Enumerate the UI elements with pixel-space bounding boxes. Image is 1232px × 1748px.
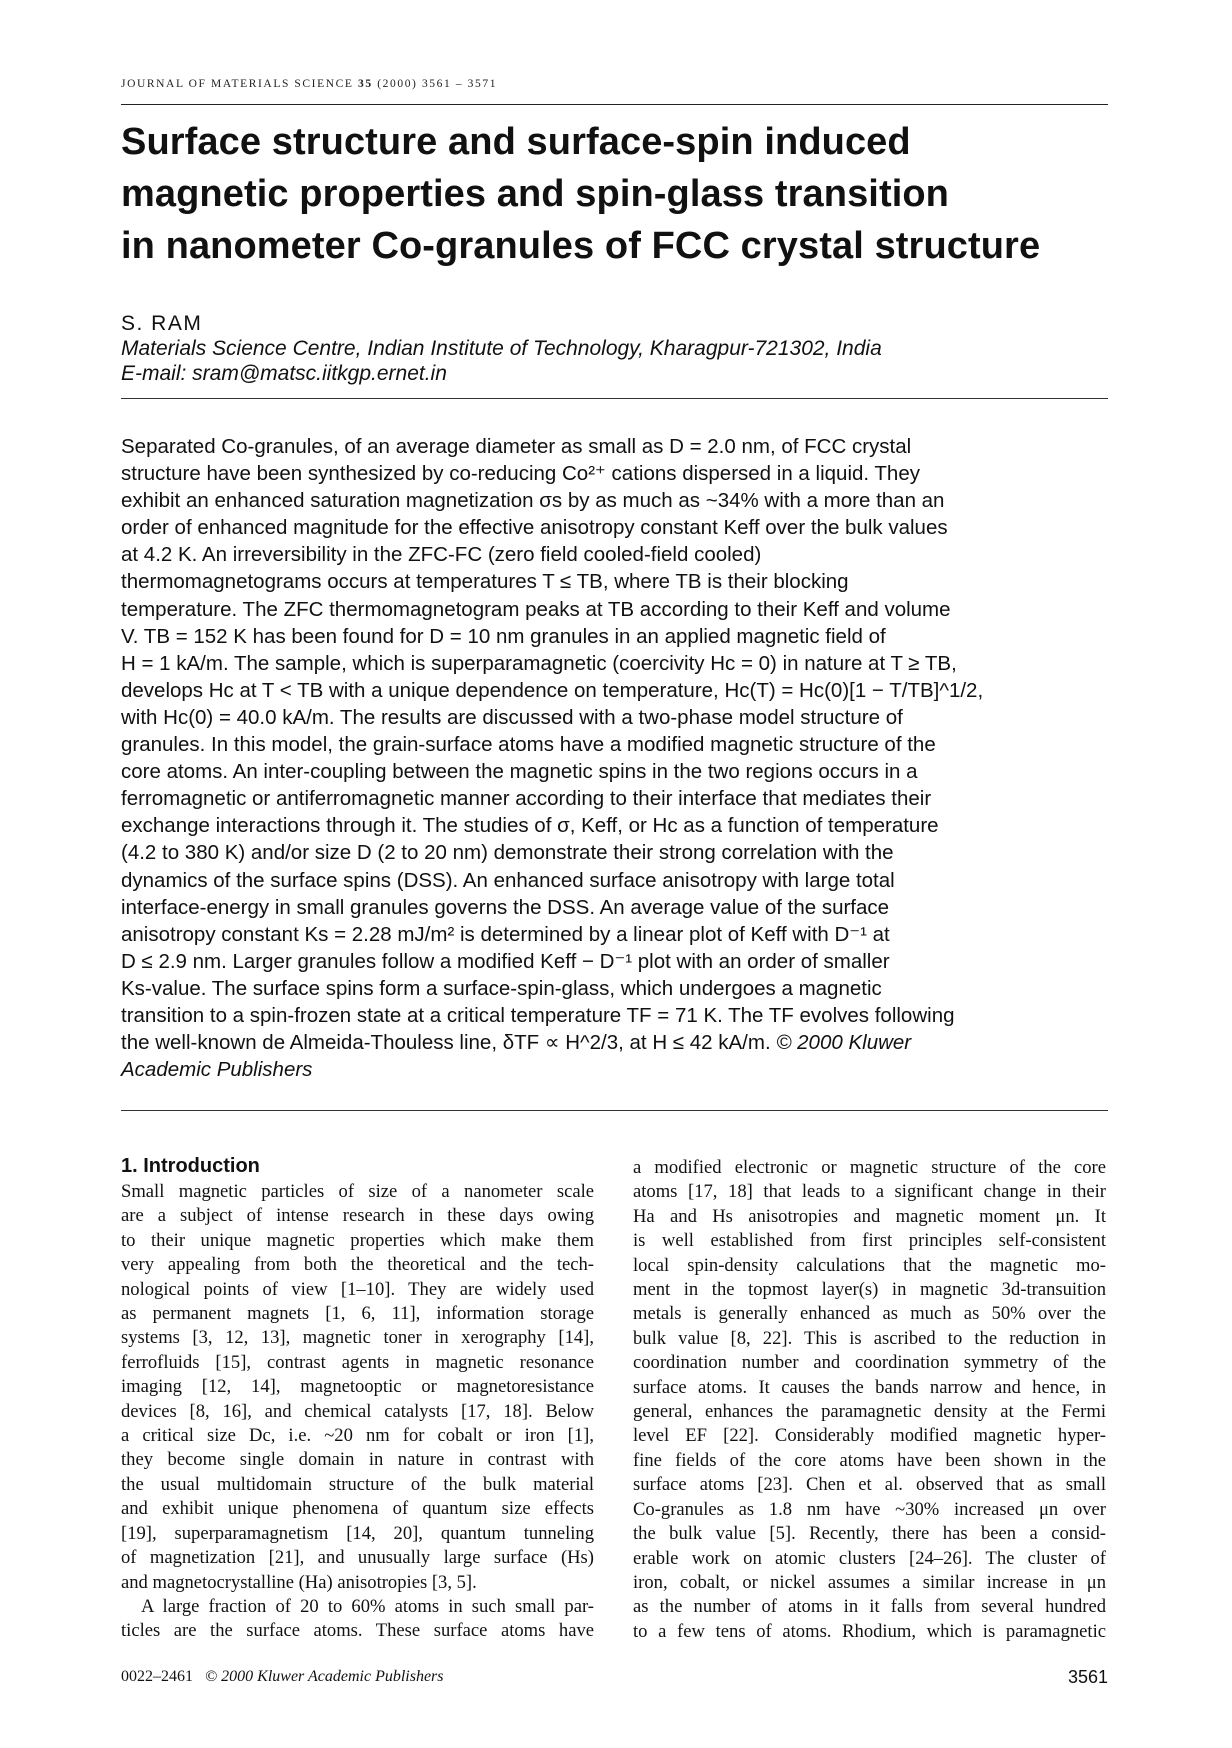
abstract-line: dynamics of the surface spins (DSS). An enhanced surface anisotropy with large total — [121, 868, 895, 892]
body-line: general, enhances the paramagnetic density at the Fermi — [633, 1401, 1106, 1423]
abstract-line: Separated Co-granules, of an average diameter as small as D = 2.0 nm, of FCC crystal — [121, 435, 912, 458]
abstract-line: exchange interactions through it. The studies of σ, Keff, or Hc as a function of temperature — [121, 814, 939, 838]
body-line: nological points of view [1–10]. They are widely used — [121, 1278, 594, 1300]
paper-page — [121, 0, 1108, 1748]
body-line: the bulk value [5]. Recently, there has been a consid- — [633, 1523, 1106, 1545]
abstract-publisher: Academic Publishers — [121, 1058, 313, 1082]
section-heading: 1. Introduction — [121, 1155, 260, 1177]
body-line: local spin-density calculations that the magnetic mo- — [633, 1254, 1106, 1276]
abstract-line: core atoms. An inter-coupling between the magnetic spins in the two regions occurs in a — [121, 760, 918, 784]
abstract-line: develops Hc at T < TB with a unique dependence on temperature, Hc(T) = Hc(0)[1 − T/TB]^1/2, — [121, 678, 984, 702]
body-line: systems [3, 12, 13], magnetic toner in xerography [14], — [121, 1327, 594, 1349]
abstract-line: structure have been synthesized by co-reducing Co²⁺ cations dispersed in a liquid. They — [121, 462, 920, 486]
body-line: metals is generally enhanced as much as 50% over the — [633, 1303, 1106, 1325]
body-line: coordination number and coordination symmetry of the — [633, 1352, 1106, 1374]
intro-left-column — [121, 1154, 594, 1644]
abstract — [121, 433, 1108, 1083]
abstract-line: at 4.2 K. An irreversibility in the ZFC-FC (zero field cooled-field cooled) — [121, 543, 762, 567]
abstract-line: thermomagnetograms occurs at temperatures T ≤ TB, where TB is their blocking — [121, 570, 849, 594]
body-line: to a few tens of atoms. Rhodium, which is paramagnetic — [633, 1620, 1106, 1642]
body-line: a modified electronic or magnetic structure of the core — [633, 1157, 1106, 1178]
body-line: is well established from first principles self-consistent — [633, 1230, 1106, 1252]
author-block — [121, 311, 882, 386]
abstract-line: order of enhanced magnitude for the effective anisotropy constant Keff over the bulk values — [121, 516, 948, 540]
abstract-line: exhibit an enhanced saturation magnetization σs by as much as ~34% with a more than an — [121, 489, 945, 513]
body-line: to their unique magnetic properties which make them — [121, 1229, 594, 1251]
abstract-line: ferromagnetic or antiferromagnetic manner according to their interface that mediates their — [121, 787, 932, 811]
abstract-line: transition to a spin-frozen state at a critical temperature TF = 71 K. The TF evolves following — [121, 1003, 955, 1027]
body-line: Small magnetic particles of size of a nanometer scale — [121, 1181, 594, 1202]
footer-issn: 0022–2461 — [121, 1668, 193, 1685]
running-head — [121, 78, 497, 90]
body-line: are a subject of intense research in these days owing — [121, 1205, 594, 1227]
author-name: S. RAM — [121, 312, 203, 335]
body-line: erable work on atomic clusters [24–26]. The cluster of — [633, 1547, 1106, 1569]
author-email: E-mail: sram@matsc.iitkgp.ernet.in — [121, 362, 447, 385]
body-line: of magnetization [21], and unusually large surface (Hs) — [121, 1547, 594, 1569]
abstract-line-final — [121, 1029, 1108, 1056]
body-line: A large fraction of 20 to 60% atoms in such small par- — [141, 1595, 594, 1617]
body-line: iron, cobalt, or nickel assumes a similar increase in μn — [633, 1571, 1106, 1593]
body-line: ticles are the surface atoms. These surface atoms have — [121, 1620, 594, 1642]
body-line: ment in the topmost layer(s) in magnetic 3d-transuition — [633, 1279, 1106, 1301]
page-number: 3561 — [1067, 1667, 1108, 1687]
paper-title — [121, 116, 1108, 272]
body-line: the usual multidomain structure of the bulk material — [121, 1473, 594, 1495]
abstract-line: with Hc(0) = 40.0 kA/m. The results are discussed with a two-phase model structure of — [121, 705, 903, 729]
footer-citation — [121, 1668, 444, 1686]
body-line: and magnetocrystalline (Ha) anisotropies [3, 5]. — [121, 1571, 477, 1593]
abstract-line: interface-energy in small granules governs the DSS. An average value of the surface — [121, 895, 890, 919]
abstract-line: D ≤ 2.9 nm. Larger granules follow a modified Keff − D⁻¹ plot with an order of smaller — [121, 949, 890, 973]
body-line: surface atoms [23]. Chen et al. observed that as small — [633, 1474, 1106, 1496]
body-line: fine fields of the core atoms have been shown in the — [633, 1449, 1106, 1471]
body-line: surface atoms. It causes the bands narrow and hence, in — [633, 1376, 1106, 1398]
abstract-line: V. TB = 152 K has been found for D = 10 nm granules in an applied magnetic field of — [121, 624, 886, 648]
body-line: atoms [17, 18] that leads to a significant change in their — [633, 1181, 1106, 1203]
body-line: as permanent magnets [1, 6, 11], information storage — [121, 1303, 594, 1325]
author-affiliation: Materials Science Centre, Indian Institute of Technology, Kharagpur-721302, India — [121, 337, 882, 360]
body-line: Co-granules as 1.8 nm have ~30% increased μn over — [633, 1498, 1106, 1520]
body-line: and exhibit unique phenomena of quantum size effects — [121, 1498, 594, 1520]
intro-right-column — [633, 1156, 1106, 1644]
body-line: a critical size Dc, i.e. ~20 nm for cobalt or iron [1], — [121, 1425, 594, 1447]
body-line: bulk value [8, 22]. This is ascribed to the reduction in — [633, 1327, 1106, 1349]
body-line: [19], superparamagnetism [14, 20], quantum tunneling — [121, 1522, 594, 1544]
body-line: ferrofluids [15], contrast agents in magnetic resonance — [121, 1351, 594, 1373]
body-line: very appealing from both the theoretical and the tech- — [121, 1254, 594, 1276]
abstract-line: (4.2 to 380 K) and/or size D (2 to 20 nm) demonstrate their strong correlation with the — [121, 841, 894, 865]
abstract-line: Ks-value. The surface spins form a surface-spin-glass, which undergoes a magnetic — [121, 976, 882, 1000]
body-line: Ha and Hs anisotropies and magnetic moment μn. It — [633, 1205, 1106, 1227]
abstract-line: granules. In this model, the grain-surface atoms have a modified magnetic structure of the — [121, 733, 936, 757]
journal-volume: 35 — [358, 78, 373, 90]
journal-year-pages: (2000) 3561 – 3571 — [377, 78, 498, 90]
body-line: as the number of atoms in it falls from several hundred — [633, 1596, 1106, 1618]
body-line: devices [8, 16], and chemical catalysts [17, 18]. Below — [121, 1400, 594, 1422]
body-line: they become single domain in nature in contrast with — [121, 1449, 594, 1471]
title-line: Surface structure and surface-spin induced — [121, 121, 911, 163]
journal-name: JOURNAL OF MATERIALS SCIENCE — [121, 78, 354, 90]
abstract-copyright: © 2000 Kluwer — [776, 1031, 912, 1055]
abstract-line: temperature. The ZFC thermomagnetogram peaks at TB according to their Keff and volume — [121, 597, 951, 621]
abstract-top-rule — [121, 398, 1108, 399]
abstract-line: anisotropy constant Ks = 2.28 mJ/m² is determined by a linear plot of Keff with D⁻¹ at — [121, 922, 890, 946]
abstract-line: H = 1 kA/m. The sample, which is superparamagnetic (coercivity Hc = 0) in nature at T ≥ TB, — [121, 651, 957, 675]
body-line: level EF [22]. Considerably modified magnetic hyper- — [633, 1425, 1106, 1447]
body-line: imaging [12, 14], magnetooptic or magnetoresistance — [121, 1376, 594, 1398]
title-line: in nanometer Co-granules of FCC crystal structure — [121, 225, 1041, 267]
footer-copyright: © 2000 Kluwer Academic Publishers — [205, 1668, 444, 1685]
abstract-line: the well-known de Almeida-Thouless line, δTF ∝ H^2/3, at H ≤ 42 kA/m. — [121, 1031, 771, 1055]
abstract-bottom-rule — [121, 1110, 1108, 1111]
header-rule — [121, 104, 1108, 105]
title-line: magnetic properties and spin-glass transition — [121, 173, 949, 215]
